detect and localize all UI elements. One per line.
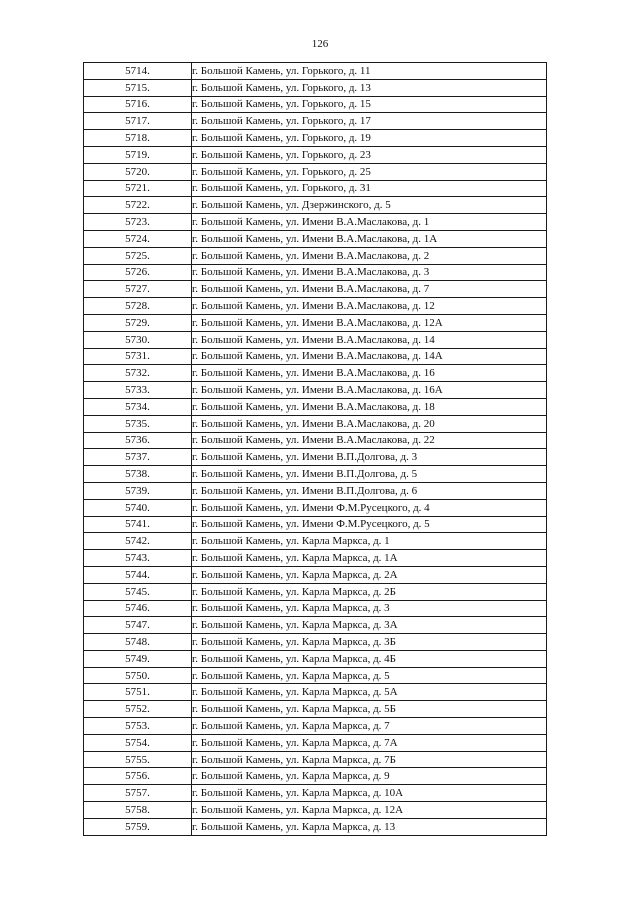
row-number: 5718. xyxy=(84,130,192,147)
row-address: г. Большой Камень, ул. Карла Маркса, д. 12А xyxy=(192,802,547,819)
row-number: 5750. xyxy=(84,667,192,684)
table-row xyxy=(84,331,547,348)
row-address: г. Большой Камень, ул. Горького, д. 17 xyxy=(192,113,547,130)
table-row xyxy=(84,751,547,768)
row-address: г. Большой Камень, ул. Карла Маркса, д. 1А xyxy=(192,550,547,567)
row-number: 5727. xyxy=(84,281,192,298)
table-row xyxy=(84,314,547,331)
row-number: 5749. xyxy=(84,650,192,667)
row-number: 5724. xyxy=(84,230,192,247)
row-address: г. Большой Камень, ул. Имени В.П.Долгова, д. 5 xyxy=(192,466,547,483)
row-address: г. Большой Камень, ул. Имени Ф.М.Русецкого, д. 4 xyxy=(192,499,547,516)
row-number: 5732. xyxy=(84,365,192,382)
row-address: г. Большой Камень, ул. Горького, д. 31 xyxy=(192,180,547,197)
row-address: г. Большой Камень, ул. Горького, д. 19 xyxy=(192,130,547,147)
row-address: г. Большой Камень, ул. Горького, д. 23 xyxy=(192,146,547,163)
row-address: г. Большой Камень, ул. Имени В.А.Маслакова, д. 3 xyxy=(192,264,547,281)
row-address: г. Большой Камень, ул. Карла Маркса, д. 3Б xyxy=(192,634,547,651)
row-address: г. Большой Камень, ул. Имени В.А.Маслакова, д. 16А xyxy=(192,382,547,399)
row-number: 5741. xyxy=(84,516,192,533)
table-row xyxy=(84,230,547,247)
table-row xyxy=(84,482,547,499)
table-row xyxy=(84,264,547,281)
row-address: г. Большой Камень, ул. Имени В.А.Маслакова, д. 16 xyxy=(192,365,547,382)
row-address: г. Большой Камень, ул. Карла Маркса, д. 7А xyxy=(192,734,547,751)
row-number: 5748. xyxy=(84,634,192,651)
table-row xyxy=(84,281,547,298)
row-address: г. Большой Камень, ул. Имени В.А.Маслакова, д. 20 xyxy=(192,415,547,432)
table-row xyxy=(84,180,547,197)
row-number: 5722. xyxy=(84,197,192,214)
table-row xyxy=(84,600,547,617)
row-address: г. Большой Камень, ул. Имени В.П.Долгова, д. 6 xyxy=(192,482,547,499)
table-row xyxy=(84,79,547,96)
row-address: г. Большой Камень, ул. Карла Маркса, д. 13 xyxy=(192,818,547,835)
row-number: 5714. xyxy=(84,63,192,80)
table-row xyxy=(84,96,547,113)
table-row xyxy=(84,684,547,701)
row-number: 5757. xyxy=(84,785,192,802)
table-row xyxy=(84,818,547,835)
table-row xyxy=(84,516,547,533)
row-number: 5729. xyxy=(84,314,192,331)
row-number: 5745. xyxy=(84,583,192,600)
address-table-body xyxy=(84,63,547,836)
row-number: 5715. xyxy=(84,79,192,96)
row-address: г. Большой Камень, ул. Имени В.А.Маслакова, д. 14 xyxy=(192,331,547,348)
row-number: 5752. xyxy=(84,701,192,718)
table-row xyxy=(84,734,547,751)
table-row xyxy=(84,533,547,550)
row-number: 5740. xyxy=(84,499,192,516)
row-number: 5726. xyxy=(84,264,192,281)
row-address: г. Большой Камень, ул. Имени В.А.Маслакова, д. 7 xyxy=(192,281,547,298)
table-row xyxy=(84,197,547,214)
row-number: 5720. xyxy=(84,163,192,180)
row-address: г. Большой Камень, ул. Карла Маркса, д. 4Б xyxy=(192,650,547,667)
page-number: 126 xyxy=(311,38,329,50)
row-number: 5743. xyxy=(84,550,192,567)
table-row xyxy=(84,583,547,600)
row-address: г. Большой Камень, ул. Имени В.А.Маслакова, д. 12 xyxy=(192,298,547,315)
row-address: г. Большой Камень, ул. Карла Маркса, д. 5А xyxy=(192,684,547,701)
row-address: г. Большой Камень, ул. Горького, д. 11 xyxy=(192,63,547,80)
table-row xyxy=(84,348,547,365)
table-row xyxy=(84,298,547,315)
row-number: 5730. xyxy=(84,331,192,348)
row-number: 5737. xyxy=(84,449,192,466)
table-row xyxy=(84,785,547,802)
row-address: г. Большой Камень, ул. Имени В.П.Долгова, д. 3 xyxy=(192,449,547,466)
row-number: 5736. xyxy=(84,432,192,449)
address-table xyxy=(83,62,547,836)
row-number: 5719. xyxy=(84,146,192,163)
row-address: г. Большой Камень, ул. Карла Маркса, д. 5Б xyxy=(192,701,547,718)
row-address: г. Большой Камень, ул. Карла Маркса, д. 2Б xyxy=(192,583,547,600)
row-number: 5733. xyxy=(84,382,192,399)
row-address: г. Большой Камень, ул. Карла Маркса, д. 10А xyxy=(192,785,547,802)
table-row xyxy=(84,667,547,684)
row-number: 5731. xyxy=(84,348,192,365)
row-number: 5759. xyxy=(84,818,192,835)
row-number: 5755. xyxy=(84,751,192,768)
row-address: г. Большой Камень, ул. Карла Маркса, д. 1 xyxy=(192,533,547,550)
row-address: г. Большой Камень, ул. Карла Маркса, д. 9 xyxy=(192,768,547,785)
row-address: г. Большой Камень, ул. Имени В.А.Маслакова, д. 14А xyxy=(192,348,547,365)
row-number: 5756. xyxy=(84,768,192,785)
row-number: 5735. xyxy=(84,415,192,432)
row-number: 5716. xyxy=(84,96,192,113)
table-row xyxy=(84,499,547,516)
row-number: 5734. xyxy=(84,398,192,415)
table-row xyxy=(84,701,547,718)
table-row xyxy=(84,449,547,466)
table-row xyxy=(84,718,547,735)
row-address: г. Большой Камень, ул. Карла Маркса, д. 3А xyxy=(192,617,547,634)
row-address: г. Большой Камень, ул. Карла Маркса, д. 7Б xyxy=(192,751,547,768)
table-row xyxy=(84,466,547,483)
row-number: 5747. xyxy=(84,617,192,634)
table-row xyxy=(84,146,547,163)
table-row xyxy=(84,398,547,415)
row-address: г. Большой Камень, ул. Имени В.А.Маслакова, д. 18 xyxy=(192,398,547,415)
table-row xyxy=(84,163,547,180)
table-row xyxy=(84,617,547,634)
table-row xyxy=(84,382,547,399)
row-number: 5723. xyxy=(84,214,192,231)
table-row xyxy=(84,247,547,264)
table-row xyxy=(84,214,547,231)
row-number: 5721. xyxy=(84,180,192,197)
table-row xyxy=(84,768,547,785)
row-address: г. Большой Камень, ул. Карла Маркса, д. 2А xyxy=(192,566,547,583)
row-address: г. Большой Камень, ул. Горького, д. 13 xyxy=(192,79,547,96)
row-number: 5751. xyxy=(84,684,192,701)
row-number: 5746. xyxy=(84,600,192,617)
table-row xyxy=(84,432,547,449)
table-row xyxy=(84,650,547,667)
row-number: 5758. xyxy=(84,802,192,819)
row-address: г. Большой Камень, ул. Карла Маркса, д. 5 xyxy=(192,667,547,684)
table-row xyxy=(84,634,547,651)
row-number: 5754. xyxy=(84,734,192,751)
row-number: 5728. xyxy=(84,298,192,315)
row-address: г. Большой Камень, ул. Имени В.А.Маслакова, д. 2 xyxy=(192,247,547,264)
row-address: г. Большой Камень, ул. Горького, д. 25 xyxy=(192,163,547,180)
row-address: г. Большой Камень, ул. Имени В.А.Маслакова, д. 1 xyxy=(192,214,547,231)
row-address: г. Большой Камень, ул. Имени В.А.Маслакова, д. 1А xyxy=(192,230,547,247)
row-number: 5753. xyxy=(84,718,192,735)
row-number: 5717. xyxy=(84,113,192,130)
table-row xyxy=(84,415,547,432)
row-number: 5738. xyxy=(84,466,192,483)
row-address: г. Большой Камень, ул. Имени Ф.М.Русецкого, д. 5 xyxy=(192,516,547,533)
row-number: 5739. xyxy=(84,482,192,499)
row-address: г. Большой Камень, ул. Горького, д. 15 xyxy=(192,96,547,113)
table-row xyxy=(84,566,547,583)
row-address: г. Большой Камень, ул. Карла Маркса, д. 7 xyxy=(192,718,547,735)
row-address: г. Большой Камень, ул. Дзержинского, д. 5 xyxy=(192,197,547,214)
table-row xyxy=(84,802,547,819)
row-address: г. Большой Камень, ул. Имени В.А.Маслакова, д. 12А xyxy=(192,314,547,331)
table-row xyxy=(84,63,547,80)
row-number: 5742. xyxy=(84,533,192,550)
row-number: 5744. xyxy=(84,566,192,583)
table-row xyxy=(84,365,547,382)
table-row xyxy=(84,550,547,567)
table-row xyxy=(84,130,547,147)
table-row xyxy=(84,113,547,130)
row-number: 5725. xyxy=(84,247,192,264)
row-address: г. Большой Камень, ул. Имени В.А.Маслакова, д. 22 xyxy=(192,432,547,449)
row-address: г. Большой Камень, ул. Карла Маркса, д. 3 xyxy=(192,600,547,617)
